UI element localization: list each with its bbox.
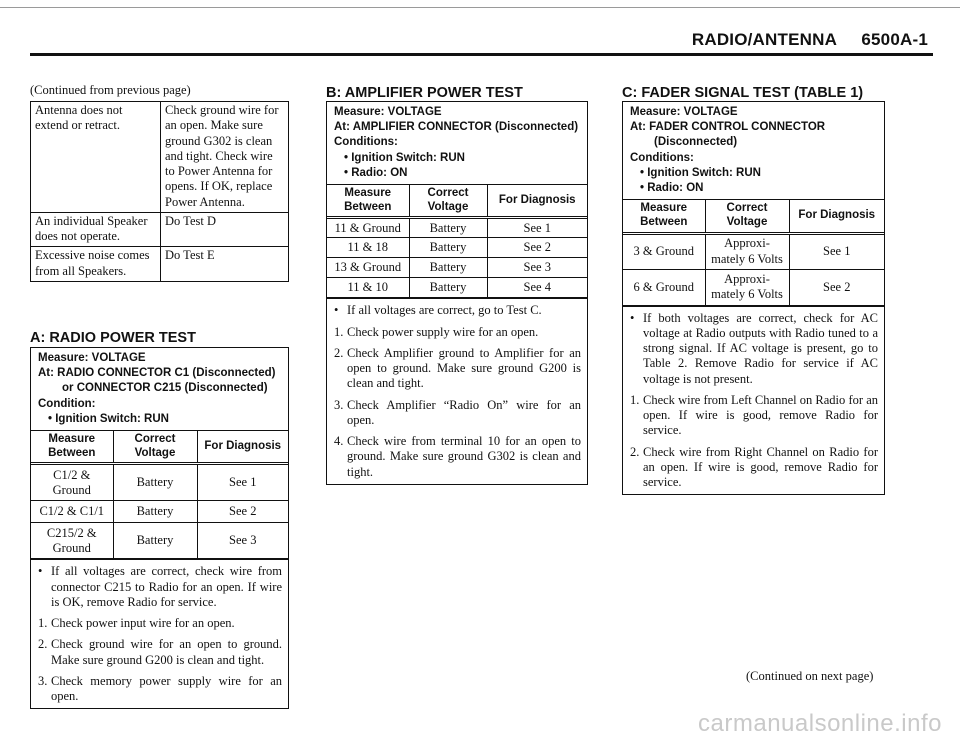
note-item: 1. Check power supply wire for an open. — [334, 324, 539, 339]
watermark-logo: carmanualsonline.info — [698, 709, 942, 737]
symptom-cell: An individual Speaker does not operate. — [31, 212, 161, 247]
test-b-box — [326, 101, 588, 485]
section-title: RADIO/ANTENNA — [691, 30, 837, 49]
diagnosis-cell: See 2 — [789, 269, 884, 305]
voltage-cell: Battery — [409, 258, 487, 278]
column-header: Measure Between — [623, 200, 705, 234]
test-a-conditions — [31, 348, 288, 430]
test-a-measure-table — [31, 430, 288, 560]
condition-label: Condition: — [38, 397, 96, 410]
table-row — [327, 258, 587, 278]
between-cell: 3 & Ground — [623, 233, 705, 269]
condition-item: • Ignition Switch: RUN — [344, 151, 465, 164]
scan-edge-line — [0, 7, 960, 8]
column-header: For Diagnosis — [789, 200, 884, 234]
table-row — [623, 269, 884, 305]
table-header-row — [31, 430, 288, 464]
voltage-cell: Battery — [409, 278, 487, 298]
continued-on-note: (Continued on next page) — [746, 669, 874, 683]
note-item: 4. Check wire from terminal 10 for an open to ground. Make sure ground G302 is clean and tight. — [334, 434, 581, 479]
column-header: Measure Between — [327, 184, 409, 218]
note-item: • If both voltages are correct, check for AC voltage at Radio outputs with Radio tuned to a strong signal. If AC voltage is present, go to Table 2. Remove Radio for service if AC voltage is not present. — [630, 310, 878, 386]
column-header: Correct Voltage — [409, 184, 487, 218]
measure-line: Measure: VOLTAGE — [630, 106, 738, 118]
column-header: For Diagnosis — [197, 430, 288, 464]
voltage-cell: Battery — [409, 238, 487, 258]
between-cell: 6 & Ground — [623, 269, 705, 305]
diagnosis-cell: See 1 — [789, 233, 884, 269]
table-row — [31, 247, 289, 282]
symptom-cell: Antenna does not extend or retract. — [31, 102, 161, 213]
test-a-title: A: RADIO POWER TEST — [30, 330, 196, 346]
between-cell: C1/2 & C1/1 — [31, 501, 113, 523]
voltage-cell: Approxi-mately 6 Volts — [705, 233, 789, 269]
symptom-cell: Excessive noise comes from all Speakers. — [31, 247, 161, 282]
at-line-continued: or CONNECTOR C215 (Disconnected) — [62, 382, 268, 395]
voltage-cell: Battery — [113, 523, 197, 559]
diagnosis-cell: See 3 — [197, 523, 288, 559]
table-header-row — [327, 184, 587, 218]
column-header: For Diagnosis — [487, 184, 587, 218]
table-row — [31, 464, 288, 501]
voltage-cell: Battery — [113, 464, 197, 501]
at-line: At: RADIO CONNECTOR C1 (Disconnected) — [38, 367, 276, 380]
test-a-notes — [31, 559, 288, 708]
between-cell: C1/2 & Ground — [31, 464, 113, 501]
diagnosis-cell: See 1 — [487, 218, 587, 238]
test-c-conditions — [623, 102, 884, 199]
diagnosis-cell: See 4 — [487, 278, 587, 298]
between-cell: 11 & 10 — [327, 278, 409, 298]
note-item: 2. Check Amplifier ground to Amplifier for an open to ground. Make sure ground G200 is clean and tight. — [334, 345, 581, 391]
table-row — [327, 278, 587, 298]
at-line: At: AMPLIFIER CONNECTOR (Disconnected) — [334, 121, 579, 134]
test-a-box — [30, 347, 289, 709]
table-row — [327, 238, 587, 258]
diagnosis-cell: See 2 — [487, 238, 587, 258]
voltage-cell: Battery — [409, 218, 487, 238]
note-item: 3. Check Amplifier “Radio On” wire for an open. — [334, 397, 581, 427]
test-c-title: C: FADER SIGNAL TEST (TABLE 1) — [622, 85, 864, 101]
diagnosis-cell: See 1 — [197, 464, 288, 501]
note-item: 2. Check ground wire for an open to ground. Make sure ground G200 is clean and tight. — [38, 637, 282, 667]
between-cell: 11 & Ground — [327, 218, 409, 238]
test-b-notes — [327, 298, 587, 484]
note-item: 1. Check wire from Left Channel on Radio for an open. If wire is good, remove Radio for service. — [630, 392, 878, 438]
action-cell: Do Test E — [161, 247, 289, 282]
table-row — [327, 218, 587, 238]
voltage-cell: Approxi-mately 6 Volts — [705, 269, 789, 305]
test-c-notes — [623, 306, 884, 495]
table-row — [31, 102, 289, 213]
measure-line: Measure: VOLTAGE — [334, 106, 442, 118]
test-b-measure-table — [327, 184, 587, 299]
note-item: 3. Check memory power supply wire for an open. — [38, 673, 282, 704]
note-item: 1. Check power input wire for an open. — [38, 616, 235, 631]
previous-symptom-table — [30, 101, 289, 282]
test-b-title: B: AMPLIFIER POWER TEST — [326, 85, 523, 101]
at-line: At: FADER CONTROL CONNECTOR — [630, 121, 826, 134]
note-item: • If all voltages are correct, check wire from connector C215 to Radio for an open. If wire is OK, remove Radio for service. — [38, 564, 282, 609]
condition-item: • Radio: ON — [640, 181, 704, 194]
condition-label: Conditions: — [630, 151, 694, 164]
table-row — [31, 501, 288, 523]
condition-item: • Ignition Switch: RUN — [640, 166, 761, 179]
condition-label: Conditions: — [334, 136, 398, 149]
column-header: Correct Voltage — [705, 200, 789, 234]
test-c-measure-table — [623, 199, 884, 306]
action-cell: Do Test D — [161, 212, 289, 247]
voltage-cell: Battery — [113, 501, 197, 523]
diagnosis-cell: See 2 — [197, 501, 288, 523]
between-cell: C215/2 & Ground — [31, 523, 113, 559]
measure-line: Measure: VOLTAGE — [38, 352, 146, 364]
page-header — [692, 30, 928, 51]
column-header: Correct Voltage — [113, 430, 197, 464]
continued-from-note: (Continued from previous page) — [30, 83, 191, 97]
table-row — [31, 212, 289, 247]
page-number: 6500A-1 — [861, 30, 928, 49]
note-item: 2. Check wire from Right Channel on Radio for an open. If wire is good, remove Radio for service. — [630, 444, 878, 490]
table-header-row — [623, 200, 884, 234]
between-cell: 11 & 18 — [327, 238, 409, 258]
table-row — [31, 523, 288, 559]
diagnosis-cell: See 3 — [487, 258, 587, 278]
condition-item: • Ignition Switch: RUN — [48, 412, 169, 425]
test-c-box — [622, 101, 885, 495]
note-item: • If all voltages are correct, go to Test C. — [334, 303, 542, 318]
column-header: Measure Between — [31, 430, 113, 464]
table-row — [623, 233, 884, 269]
test-b-conditions — [327, 102, 587, 184]
at-line-continued: (Disconnected) — [654, 136, 738, 149]
between-cell: 13 & Ground — [327, 258, 409, 278]
action-cell: Check ground wire for an open. Make sure ground G302 is clean and tight. Check wire to Power Antenna for opens. If OK, replace Power Antenna. — [161, 102, 289, 213]
condition-item: • Radio: ON — [344, 166, 408, 179]
header-rule — [30, 53, 933, 56]
